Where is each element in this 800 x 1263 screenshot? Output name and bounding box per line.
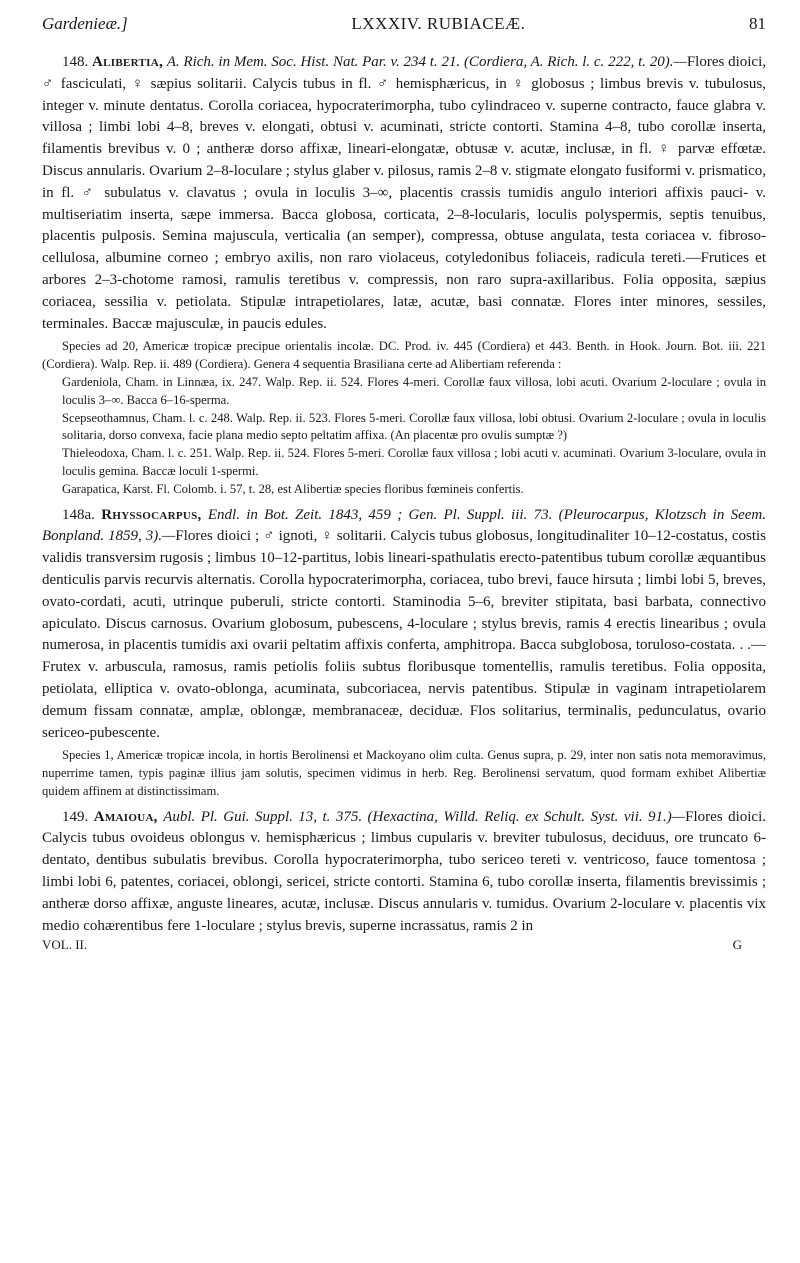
entry-note: Thieleodoxa, Cham. l. c. 251. Walp. Rep. ii. 524. Flores 5-meri. Corollæ faux villosa ; lobi acuti v. acuminati. Ovarium 3-loculare, ovula in loculis gemina. Baccæ loculi 1-spermi. — [62, 446, 766, 478]
entry-note: Scepseothamnus, Cham. l. c. 248. Walp. Rep. ii. 523. Flores 5-meri. Corollæ faux villosa, lobi obtusi. Ovarium 2-loculare ; ovula in loculis solitaria, dorso convexa, facie plana medio septo peltatim affixa. (An placentæ pro ovulis sumptæ ?) — [62, 410, 766, 443]
entry-citation: Aubl. Pl. Gui. Suppl. 13, t. 375. (Hexactina, Willd. Reliq. ex Schult. Syst. vii. 91.)— — [163, 808, 686, 825]
signature-mark: G — [732, 937, 742, 953]
genus-name: Amaioua, — [93, 808, 158, 825]
page-footer — [42, 937, 766, 953]
genus-entry-148 — [42, 52, 766, 335]
genus-name: Rhyssocarpus, — [101, 506, 202, 523]
entry-description: Flores dioici. Calycis tubus ovoideus oblongus v. hemisphæricus ; limbus cupularis v. breviter tubulosus, deciduus, ore truncato 6-dentato, dentibus subulatis brevibus. Corolla hypocraterimorpha, tubo sericeo tereti v. ventricoso, fauce tomentosa ; limbi lobi 6, patentes, coriacei, oblongi, sericei, stricte contorti. Stamina 6, tubo corollæ inserta, filamentis brevissimis ; antheræ dorso affixæ, anguste lineares, acutæ, inclusæ. Discus annularis v. tumidus. Ovarium 2-loculare v. placentis vix medio cohærentibus fere 1-loculare ; stylus brevis, superne incrassatus, ramis 2 in — [42, 808, 767, 934]
entry-note: Species 1, Americæ tropicæ incola, in hortis Berolinensi et Mackoyano olim culta. Genus supra, p. 29, inter non satis nota memoravimus, nuperrime tamen, typis paginæ illius jam solutis, specimen vidimus in herb. Reg. Berolinensi servatum, quod formam exhibet Alibertiæ quidem affinem at distinctissimam. — [42, 748, 766, 798]
genus-entry-148a — [42, 505, 766, 745]
entry-citation: Endl. in Bot. Zeit. 1843, 459 ; Gen. Pl. Suppl. iii. 73. (Pleurocarpus, Klotzsch in Seem. Bonpland. 1859, 3).— — [42, 506, 767, 545]
entry-citation: A. Rich. in Mem. Soc. Hist. Nat. Par. v. 234 t. 21. (Cordiera, A. Rich. l. c. 222, t. 20).— — [166, 54, 687, 70]
entry-description: Flores dioici, ♂ fasciculati, ♀ sæpius solitarii. Calycis tubus in fl. ♂ hemisphæricus, in ♀ globosus ; limbus brevis v. tubulosus, integer v. minute dentatus. Corolla coriacea, hypocraterimorpha, tubo cylindraceo v. superne contracto, fauce glabra v. villosa ; limbi lobi 4–8, breves v. elongati, obtusi v. acuminati, stricte contorti. Stamina 4–8, tubo corollæ inserta, filamentis brevibus v. 0 ; antheræ dorso affixæ, lineari-elongatæ, obtusæ v. acutæ, inclusæ, in fl. ♀ parvæ effœtæ. Discus annularis. Ovarium 2–8-loculare ; stylus glaber v. pilosus, ramis 2–8 v. stigmate elongato fusiformi v. prismatico, in fl. ♂ subulatus v. clavatus ; ovula in loculis 3–∞, placentis crassis tumidis angulo interiori affixis pauci- v. multiseriatim inserta, sæpe immersa. Bacca globosa, corticata, 2–8-locularis, loculis polyspermis, septis tenuibus, placentis pulposis. Semina majuscula, verticalia (an semper), compressa, obtuse angulata, testa coriacea v. fibroso-cellulosa, albumine corneo ; embryo axilis, non raro violaceus, cotyledonibus foliaceis, radicula tereti.—Frutices et arbores 2–3-chotome ramosi, ramulis teretibus v. compressis, non raro supra-axillaribus. Folia opposita, sæpius coriacea, sessilia v. petiolata. Stipulæ intrapetiolares, latæ, acutæ, basi connatæ. Flores inter minores, sessiles, terminales. Baccæ majusculæ, in paucis edules. — [42, 54, 767, 332]
genus-entry-149 — [42, 807, 766, 938]
entry-note: Species ad 20, Americæ tropicæ precipue orientalis incolæ. DC. Prod. iv. 445 (Cordiera) et 443. Benth. in Hook. Journ. Bot. iii. 221 (Cordiera). Walp. Rep. ii. 489 (Cordiera). Genera 4 sequentia Brasiliana certe ad Alibertiam referenda : — [42, 339, 766, 372]
header-section: Gardenieæ.] — [42, 14, 128, 33]
header-title: LXXXIV. RUBIACEÆ. — [351, 14, 526, 33]
volume-label: VOL. II. — [42, 937, 88, 953]
entry-number: 149. — [62, 808, 89, 825]
entry-number: 148. — [62, 54, 89, 70]
entry-note: Gardeniola, Cham. in Linnæa, ix. 247. Walp. Rep. ii. 524. Flores 4-meri. Corollæ faux villosa, lobi acuti. Ovarium 2-loculare ; ovula in loculis 3–∞. Bacca 6–16-sperma. — [62, 374, 766, 407]
entry-number: 148a. — [62, 506, 95, 523]
genus-name: Alibertia, — [92, 54, 163, 70]
page-number: 81 — [748, 14, 766, 33]
page — [42, 14, 766, 953]
entry-description: Flores dioici ; ♂ ignoti, ♀ solitarii. Calycis tubus globosus, longitudinaliter 10–12-costatus, costis validis transversim rugosis ; limbus 10–12-partitus, lobis lineari-spathulatis erecto-patentibus tubum corollæ æquantibus denticulis parvis recurvis alternatis. Corolla hypocraterimorpha, coriacea, tubo brevi, fauce hirsuta ; limbi lobi 5, breves, ovato-cordati, acuti, utrinque puberuli, stricte contorti. Staminodia 5–6, breviter stipitata, basi barbata, connectivo apiculato. Discus carnosus. Ovarium globosum, pubescens, 4-loculare ; stylus brevis, ramis 4 erectis linearibus ; ovula numerosa, in placentis tumidis axi ovarii peltatim affixis conferta, amphitropa. Bacca subglobosa, toruloso-costata. . .—Frutex v. arbuscula, ramosus, ramis petiolis foliis subtus floribusque tomentellis, ramulis teretibus. Folia opposita, petiolata, elliptica v. ovato-oblonga, acuminata, subcoriacea, nervis patentibus. Stipulæ in vaginam intrapetiolarem demum fissam connatæ, amplæ, oblongæ, membranaceæ, deciduæ. Flos solitarius, terminalis, pedunculatus, ovario sericeo-pubescente. — [42, 528, 767, 741]
running-header — [42, 14, 766, 42]
entry-note: Garapatica, Karst. Fl. Colomb. i. 57, t. 28, est Alibertiæ species floribus fœmineis confertis. — [62, 481, 524, 496]
